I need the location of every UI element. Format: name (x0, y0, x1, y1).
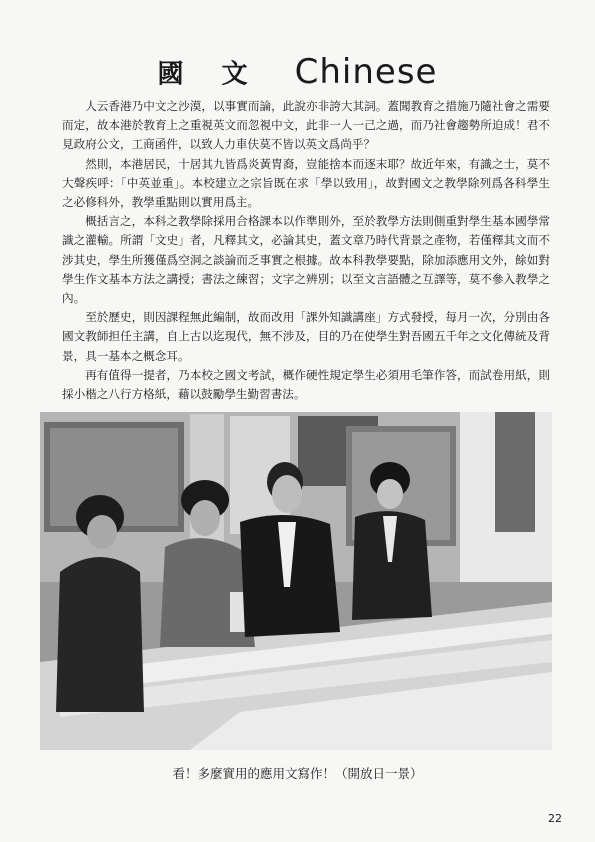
paragraph: 然則，本港居民，十居其九皆爲炎黃胄裔，豈能捨本而逐末耶？故近年來，有識之士，莫不大聲疾呼：「中英並重」。本校建立之宗旨既在求「學以致用」，故對國文之教學除列爲各科學生之必修科外，教學重點則以實用爲主。 (62, 156, 550, 210)
title-chinese: 國文 (157, 59, 286, 90)
photo-caption: 看！多麼實用的應用文寫作！（開放日一景） (172, 766, 423, 781)
page-title (0, 52, 595, 92)
page-number: 22 (548, 812, 562, 825)
paragraph: 人云香港乃中文之沙漠，以事實而論，此說亦非誇大其詞。蓋聞教育之措施乃隨社會之需要而定，故本港於教育上之重視英文而忽視中文，此非一人一己之過，而乃社會趨勢所迫成！君不見政府公文，工商函件，以致人力車伕莫不皆以英文爲尚乎？ (62, 99, 550, 152)
paragraph: 概括言之，本科之教學除採用合格課本以作準則外，至於教學方法則側重對學生基本國學常識之灌輸。所謂「文史」者，凡釋其文，必論其史，蓋文章乃時代背景之產物，若僅釋其文而不涉其史，學生所獲僅爲空洞之談論而乏事實之根據。故本科教學要點，除加添應用文外，餘如對學生作文基本方法之講授；書法之練習；文字之辨別；以至文言語體之互譯等，莫不參入教學之內。 (62, 214, 550, 306)
paragraph: 再有值得一提者，乃本校之國文考試，概作硬性規定學生必須用毛筆作答，而試卷用紙，則採小楷之八行方格紙，藉以鼓勵學生勤習書法。 (62, 367, 550, 402)
exhibition-photo (40, 412, 552, 750)
paragraph: 至於歷史，則因課程無此編制，故而改用「課外知識講座」方式發授，每月一次，分別由各國文教師担任主講，自上古以迄現代，無不涉及，目的乃在使學生對吾國五千年之文化傳統及背景，具一基本之概念耳。 (62, 310, 550, 363)
title-english: Chinese (294, 52, 438, 92)
article-body (62, 97, 550, 404)
